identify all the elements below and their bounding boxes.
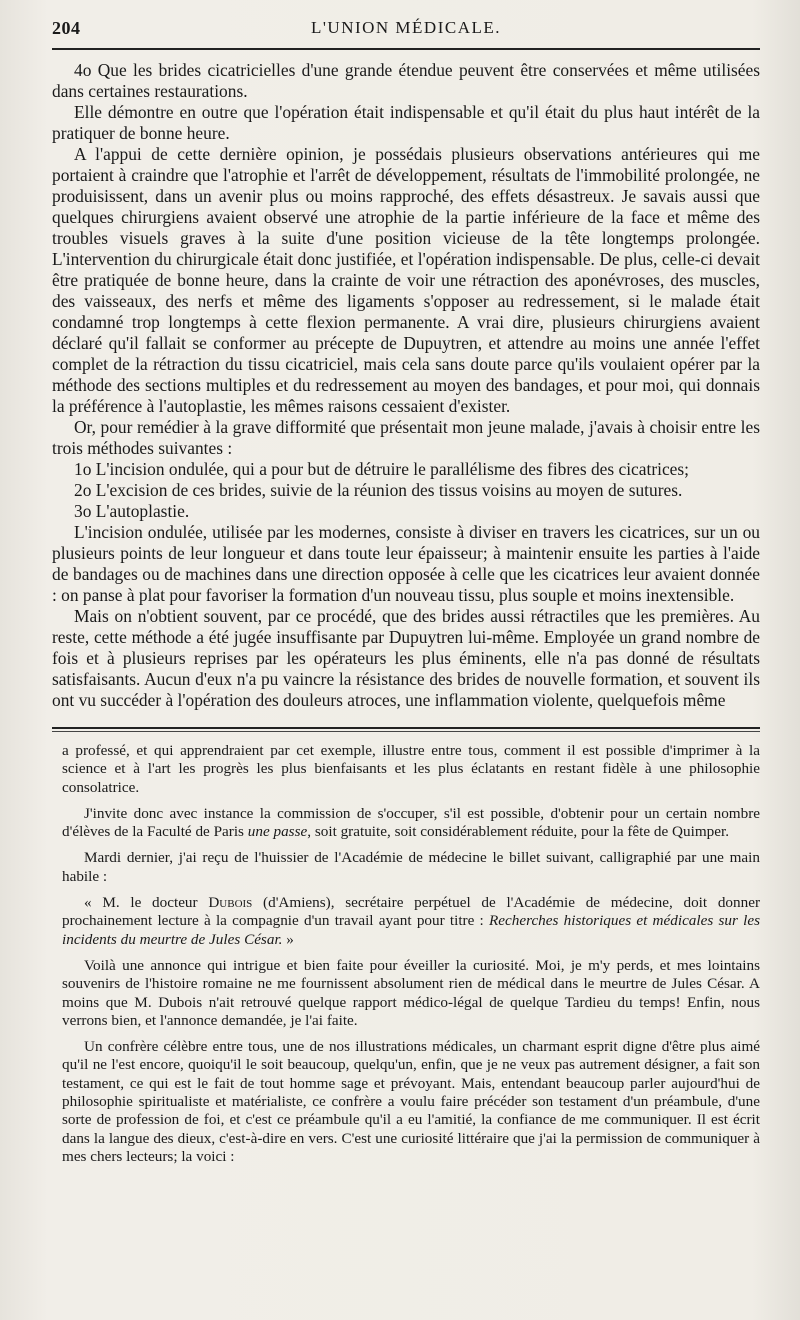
quote-text: (d'Amiens), secrétaire perpétuel de l'Académie de médecine, doit donner prochainement lecture à la compagnie d'un travail ayant pour titre : <box>62 894 761 930</box>
page-header <box>52 18 760 50</box>
paragraph: 2o L'excision de ces brides, suivie de la réunion des tissus voisins au moyen de sutures. <box>74 480 683 500</box>
quote-title: Recherches historiques et médicales sur les incidents du meurtre de Jules César. <box>62 912 760 948</box>
feuilleton-paragraph: a professé, et qui apprendraient par cet exemple, illustre entre tous, comment il est possible d'imprimer à la science et à l'art les progrès les plus bienfaisants et les plus éclatants en restant fidèle à une philosophie consolatrice. <box>62 742 760 796</box>
quote-text: » <box>282 930 294 948</box>
feuilleton-section <box>52 742 760 1166</box>
paragraph: A l'appui de cette dernière opinion, je possédais plusieurs observations antérieures qui me portaient à craindre que l'atrophie et l'arrêt de développement, résultats de l'immobilité prolongée, ne produisissent, dans un avenir plus ou moins rapproché, des effets désastreux. Je savais aussi que quelques chirurgiens avaient observé une atrophie de la partie inférieure de la face et même des troubles visuels graves à la suite d'une position vicieuse de la tête longtemps prolongée. L'intervention du chirurgicale était donc justifiée, et l'opération indispensable. De plus, celle-ci devait être pratiquée de bonne heure, dans la crainte de voir une rétraction des aponévroses, des muscles, des vaisseaux, des nerfs et même des ligaments s'opposer au redressement, si le malade était condamné trop longtemps à cette flexion permanente. A vrai dire, plusieurs chirurgiens avaient déclaré qu'il fallait se conformer au précepte de Dupuytren, et attendre au moins une année l'effet complet de la rétraction du tissu cicatriciel, mais cela sans doute parce qu'ils voulaient opérer par la méthode des sections multiples et du redressement au moyen des bandages, et pour moi, qui donnais la préférence à l'autoplastie, les mêmes raisons cessaient d'exister. <box>52 144 760 416</box>
feuilleton-paragraph: J'invite donc avec instance la commission de s'occuper, s'il est possible, d'obtenir pour un certain nombre d'élèves de la Faculté de Paris une passe, soit gratuite, soit considérablement réduite, pour la fête de Quimper. <box>62 804 760 841</box>
paragraph: 1o L'incision ondulée, qui a pour but de détruire le parallélisme des fibres des cicatrices; <box>74 459 689 479</box>
paragraph: Or, pour remédier à la grave difformité que présentait mon jeune malade, j'avais à choisir entre les trois méthodes suivantes : <box>52 417 760 458</box>
paragraph: Mais on n'obtient souvent, par ce procédé, que des brides aussi rétractiles que les premières. Au reste, cette méthode a été jugée insuffisante par Dupuytren lui-même. Employée un grand nombre de fois et à plusieurs reprises par les opérateurs les plus éminents, elle n'a pas donné de résultats satisfaisants. Aucun d'eux n'a pu vaincre la résistance des brides de nouvelle formation, et souvent ils ont vu succéder à l'opération des douleurs atroces, une inflammation violente, quelquefois même <box>52 606 760 710</box>
feuilleton-paragraph: Mardi dernier, j'ai reçu de l'huissier de l'Académie de médecine le billet suivant, calligraphié par une main habile : <box>62 849 760 885</box>
feuilleton-divider <box>52 727 760 732</box>
article-body <box>52 60 760 711</box>
paragraph: Elle démontre en outre que l'opération était indispensable et qu'il était du plus haut intérêt de la pratiquer de bonne heure. <box>52 102 760 143</box>
feuilleton-quote <box>52 894 760 949</box>
quote-text: « M. le docteur <box>84 894 209 912</box>
paragraph: 4o Que les brides cicatricielles d'une grande étendue peuvent être conservées et même utilisées dans certaines restaurations. <box>52 60 760 101</box>
feuilleton-paragraph: Un confrère célèbre entre tous, une de nos illustrations médicales, un charmant esprit digne d'être plus aimé qu'il ne l'est encore, quoiqu'il le soit beaucoup, quelqu'un, enfin, que je ne veux pas autrement désigner, a fait son testament, ce qui est le fait de tout homme sage et prévoyant. Mais, entendant beaucoup parler aujourd'hui de philosophie spiritualiste et matérialiste, ce confrère a voulu faire précéder son testament d'un préambule, d'une sorte de profession de foi, et c'est ce préambule qu'il a eu l'amitié, la confiance de me communiquer. Il est écrit dans la langue des dieux, c'est-à-dire en vers. C'est une curiosité littéraire que j'ai la permission de communiquer à mes chers lecteurs; la voici : <box>62 1038 760 1165</box>
feuilleton-paragraph: Voilà une annonce qui intrigue et bien faite pour éveiller la curiosité. Moi, je m'y perds, et mes lointains souvenirs de l'histoire romaine ne me fournissent absolument rien de médical dans le meurtre de Jules César. A moins que M. Dubois n'ait retrouvé quelque rapport médico-légal de quelque Tardieu du temps! Enfin, nous verrons bien, et l'annonce demandée, je l'ai faite. <box>62 956 760 1029</box>
page-number: 204 <box>52 18 81 38</box>
paragraph: 3o L'autoplastie. <box>74 501 190 521</box>
paragraph: L'incision ondulée, utilisée par les modernes, consiste à diviser en travers les cicatrices, sur un ou plusieurs points de leur longueur et dans toute leur épaisseur; à maintenir ensuite les parties à l'aide de bandages ou de machines dans une direction opposée à celle que les cicatrices leur avaient donnée : on panse à plat pour favoriser la formation d'un nouveau tissu, plus souple et moins inextensible. <box>52 522 760 605</box>
running-title: L'UNION MÉDICALE. <box>310 18 502 37</box>
quote-name: Dubois <box>208 894 253 912</box>
